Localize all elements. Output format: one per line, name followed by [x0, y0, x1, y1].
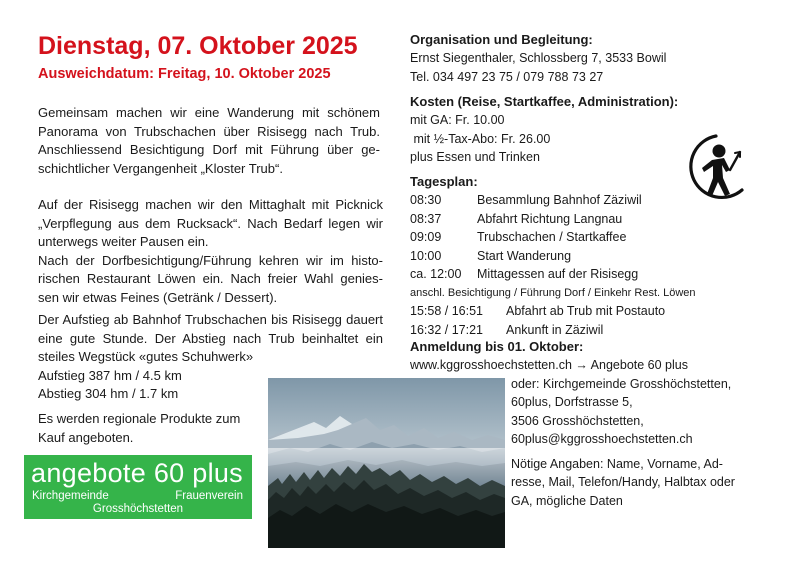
plan-row: [410, 302, 740, 321]
plan-time: 16:32 / 17:21: [410, 322, 483, 337]
registration-target: Angebote 60 plus: [590, 358, 688, 372]
cost-section: [410, 93, 678, 167]
route-paragraph: Der Aufstieg ab Bahnhof Trubschachen bis Risisegg dauert eine gute Stunde. Der Abstieg nach Trub beinhaltet ein steiles Wegstück «gutes Schuhwerk» Aufstieg 387 hm / 4.5 km Abstieg 304 hm / 1.7 km: [38, 312, 383, 401]
registration-section: [410, 338, 780, 510]
registration-email-link[interactable]: 60plus@kggrosshoechstetten.ch: [511, 432, 693, 446]
registration-web-line: [410, 356, 780, 375]
logo-title: angebote 60 plus: [31, 458, 243, 488]
plan-row: [410, 228, 740, 247]
plan-description: Ankunft in Zäziwil: [506, 322, 604, 337]
cost-line: mit GA: Fr. 10.00: [410, 113, 505, 127]
cost-heading: Kosten (Reise, Startkaffee, Administration):: [410, 94, 679, 109]
plan-description: Trubschachen / Startkaffee: [477, 230, 627, 244]
event-date-title: Dienstag, 07. Oktober 2025: [38, 32, 358, 60]
plan-description: Abfahrt ab Trub mit Postauto: [506, 304, 666, 318]
cost-line: plus Essen und Trinken: [410, 150, 540, 164]
intro-paragraph: Gemeinsam machen wir eine Wanderung mit schönem Panorama von Trubschachen über Risisegg nach Trub. Anschliessend Besichtigung Dorf mit Führung über ge- schichtlicher Vergangenheit „Kloster Trub“.: [38, 105, 380, 176]
products-paragraph: Es werden regionale Produkte zum Kauf angeboten.: [38, 411, 241, 445]
registration-heading: Anmeldung bis 01. Oktober:: [410, 339, 584, 354]
organisation-heading: Organisation und Begleitung:: [410, 32, 593, 47]
day-plan-section: [410, 173, 740, 339]
day-plan-heading: Tagesplan:: [410, 174, 478, 189]
plan-time: ca. 12:00: [410, 267, 462, 281]
plan-description: Mittagessen auf der Risisegg: [477, 267, 639, 281]
plan-row: [410, 247, 740, 266]
plan-description: Start Wanderung: [477, 248, 572, 263]
registration-url-link[interactable]: www.kggrosshoechstetten.ch: [410, 358, 572, 372]
plan-note: anschl. Besichtigung / Führung Dorf / Einkehr Rest. Löwen: [410, 286, 696, 299]
cost-line: mit ½-Tax-Abo: Fr. 26.00: [410, 131, 551, 146]
angebote-60-plus-logo: [24, 455, 252, 519]
plan-time: 10:00: [410, 248, 442, 263]
required-info: resse, Mail, Telefon/Handy, Halbtax oder: [511, 475, 735, 489]
plan-time: 08:30: [410, 193, 442, 207]
plan-time: 08:37: [410, 211, 442, 226]
plan-description: Besammlung Bahnhof Zäziwil: [477, 193, 642, 207]
plan-time: 15:58 / 16:51: [410, 304, 483, 318]
arrow-right-icon: →: [575, 358, 588, 372]
logo-grosshoechstetten: Grosshöchstetten: [92, 503, 184, 515]
lunch-paragraph: Auf der Risisegg machen wir den Mittaghalt mit Picknick „Verpflegung aus dem Rucksack“. Nach Bedarf legen wir unterwegs weiter Pausen ein. Nach der Dorfbesichtigung/Führung kehren wir im histo- rischen Restaurant Löwen ein. Nach freier Wahl genies- sen wir etwas Feines (Getränk / Dessert).: [38, 197, 383, 305]
plan-time: 09:09: [410, 230, 442, 244]
organisation-section: [410, 31, 666, 86]
logo-kirchgemeinde: Kirchgemeinde: [32, 490, 109, 502]
required-info: GA, mögliche Daten: [511, 493, 623, 508]
organisation-line: Tel. 034 497 23 75 / 079 788 73 27: [410, 69, 604, 84]
plan-row: [410, 210, 740, 229]
required-info: Nötige Angaben: Name, Vorname, Ad-: [511, 456, 723, 471]
organisation-line: Ernst Siegenthaler, Schlossberg 7, 3533 Bowil: [410, 51, 667, 65]
alternative-date: Ausweichdatum: Freitag, 10. Oktober 2025: [38, 66, 331, 82]
plan-row: [410, 321, 740, 340]
logo-frauenverein: Frauenverein: [175, 490, 243, 502]
registration-postal: oder: Kirchgemeinde Grosshöchstetten, 60plus, Dorfstrasse 5, 3506 Grosshöchstetten, 60plus@kggrosshoechstetten.ch Nötige Angaben: Name, Vorname, Ad- resse, Mail, Telefon/Handy, Halbtax oder GA, mögliche Daten: [410, 375, 780, 511]
plan-description: Abfahrt Richtung Langnau: [477, 211, 623, 226]
plan-row: [410, 191, 740, 210]
plan-row: [410, 265, 740, 284]
